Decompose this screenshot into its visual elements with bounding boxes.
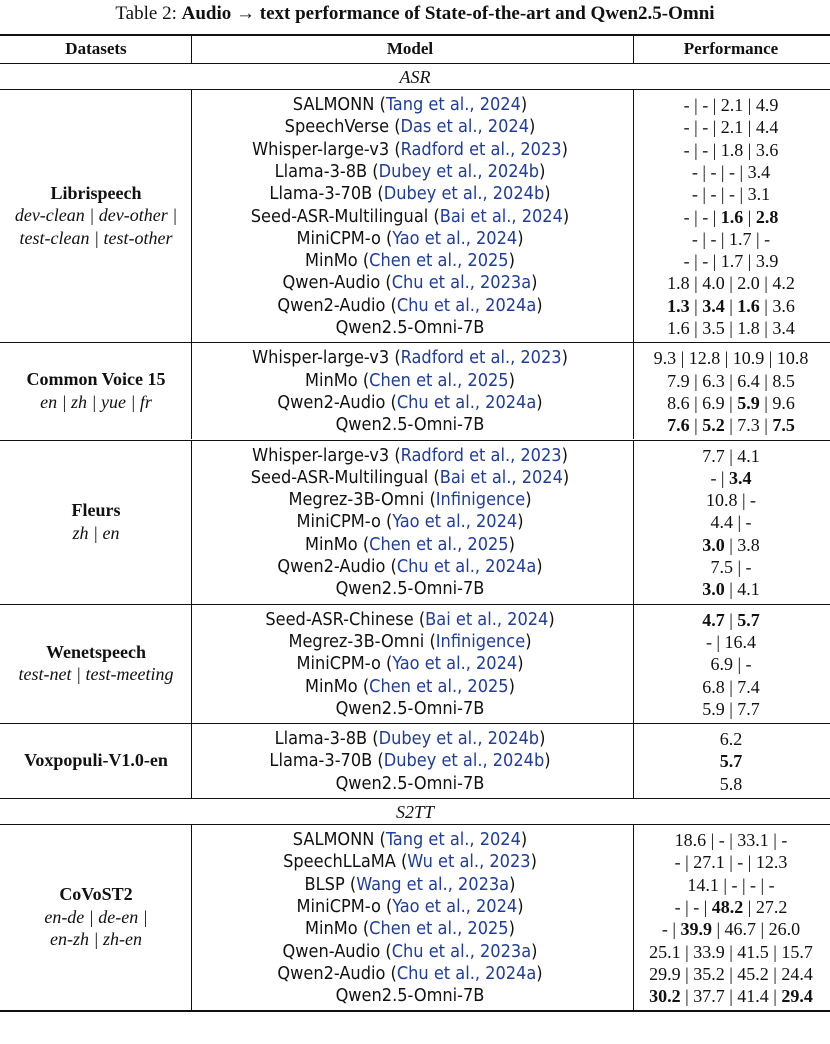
dataset-name: Wenetspeech (46, 641, 146, 662)
table-rule (0, 34, 830, 36)
model-name: Qwen2-Audio (Chu et al., 2024a) (277, 962, 543, 984)
model-name: Llama-3-70B (Dubey et al., 2024b) (269, 183, 551, 205)
model-label: Qwen2.5-Omni-7B (335, 317, 485, 338)
citation-link[interactable]: Infinigence (435, 630, 526, 652)
citation-link[interactable]: Yao et al., 2024 (392, 653, 518, 675)
model-label: Llama-3-70B (269, 750, 373, 772)
citation-link[interactable]: Chen et al., 2025 (369, 369, 509, 391)
score-text: | (689, 295, 703, 316)
performance-value (633, 347, 829, 369)
model-label: MiniCPM-o (296, 511, 381, 533)
column-divider (191, 90, 192, 342)
score-text: - | - | 1.7 | 3.9 (683, 251, 779, 272)
column-divider (191, 441, 192, 604)
model-name: Megrez-3B-Omni (Infinigence) (288, 489, 532, 511)
performance-value (633, 317, 829, 339)
citation-link[interactable]: Bai et al., 2024 (425, 608, 549, 630)
citation-link[interactable]: Yao et al., 2024 (392, 511, 518, 533)
score-text: 29.9 | 35.2 | 45.2 | 24.4 (649, 963, 813, 984)
performance-value (633, 511, 829, 533)
model-label: Qwen2.5-Omni-7B (335, 772, 485, 794)
model-label: Seed-ASR-Chinese (265, 608, 414, 630)
best-score: 3.4 (729, 467, 752, 488)
citation-link[interactable]: Chu et al., 2024a (396, 294, 537, 316)
performance-value (633, 874, 829, 896)
performance-value (633, 750, 829, 772)
score-text: 6.8 | 7.4 (702, 676, 760, 697)
section-title: S2TT (395, 802, 435, 822)
model-name: SpeechLLaMA (Wu et al., 2023) (283, 851, 537, 873)
citation-link[interactable]: Dubey et al., 2024b (383, 750, 545, 772)
score-text: 1.8 | 4.0 | 2.0 | 4.2 (667, 273, 795, 294)
table-rule (0, 63, 830, 64)
best-score: 1.3 (667, 295, 690, 316)
column-divider (633, 34, 634, 63)
score-text: 6.2 (719, 729, 743, 750)
model-name: SALMONN (Tang et al., 2024) (292, 94, 528, 115)
performance-value (633, 370, 829, 392)
model-name (192, 698, 628, 720)
performance-value (633, 941, 829, 963)
caption-label: Table 2: (115, 3, 177, 24)
model-name (192, 317, 628, 339)
model-label: Qwen2-Audio (277, 556, 386, 577)
column-divider (633, 605, 634, 724)
model-label: Qwen2-Audio (277, 391, 386, 413)
model-name: Seed-ASR-Multilingual (Bai et al., 2024) (250, 205, 570, 227)
best-score: 3.0 (702, 534, 725, 555)
performance-value (633, 116, 829, 138)
score-text: 7.9 | 6.3 | 6.4 | 8.5 (667, 370, 795, 391)
score-text: | 9.6 (759, 392, 795, 413)
citation-link[interactable]: Chu et al., 2024a (396, 556, 537, 577)
score-text: 6.9 | - (710, 654, 752, 675)
caption-title: Audio → text performance of State-of-the-art and Qwen2.5-Omni (181, 3, 715, 24)
table-rule (0, 342, 830, 343)
best-score: 29.4 (781, 986, 813, 1007)
performance-value (633, 851, 829, 873)
performance-value (633, 829, 829, 851)
column-divider (633, 343, 634, 439)
column-divider (191, 724, 192, 798)
performance-value (633, 228, 829, 250)
dataset-splits: dev-clean | dev-other | (14, 205, 178, 226)
best-score: 4.7 (702, 609, 725, 630)
performance-value (633, 985, 829, 1007)
model-name: Qwen-Audio (Chu et al., 2023a) (282, 940, 538, 962)
best-score: 5.7 (719, 751, 743, 772)
model-name: Megrez-3B-Omni (Infinigence) (288, 630, 532, 652)
model-label: Llama-3-8B (274, 728, 368, 750)
score-text: | 37.7 | 41.4 | (680, 986, 782, 1007)
model-label: Qwen2.5-Omni-7B (335, 697, 485, 719)
score-text: | 27.2 (743, 896, 788, 917)
performance-value (633, 918, 829, 940)
score-text: - | - | - | 3.4 (691, 161, 771, 182)
citation-link[interactable]: Wang et al., 2023a (356, 873, 510, 895)
section-title: ASR (399, 67, 431, 87)
best-score: 7.5 (772, 415, 795, 436)
column-divider (633, 724, 634, 798)
citation-link[interactable]: Das et al., 2024 (400, 116, 529, 138)
dataset-splits: en-de | de-en | (44, 906, 148, 927)
model-name: Whisper-large-v3 (Radford et al., 2023) (252, 444, 568, 466)
citation-link[interactable]: Chu et al., 2023a (391, 940, 532, 962)
score-text: - | (661, 919, 681, 940)
performance-value (633, 631, 829, 653)
performance-value (633, 295, 829, 317)
dataset-name: Librispeech (50, 182, 142, 203)
score-text: | (689, 415, 703, 436)
column-divider (191, 343, 192, 439)
model-label: Qwen2-Audio (277, 294, 386, 316)
model-name: SpeechVerse (Das et al., 2024) (284, 116, 536, 138)
dataset-name: Fleurs (71, 500, 121, 521)
model-label: Qwen2.5-Omni-7B (335, 985, 485, 1007)
citation-link[interactable]: Tang et al., 2024 (385, 829, 521, 850)
score-text: 7.7 | 4.1 (702, 445, 760, 466)
model-name: Whisper-large-v3 (Radford et al., 2023) (252, 138, 568, 160)
column-divider (191, 34, 192, 63)
header-performance: Performance (683, 39, 779, 58)
citation-link[interactable]: Chen et al., 2025 (369, 533, 509, 555)
model-name: Seed-ASR-Chinese (Bai et al., 2024) (265, 608, 555, 630)
citation-link[interactable]: Chen et al., 2025 (369, 918, 509, 940)
score-text: | (743, 206, 756, 227)
performance-value (633, 161, 829, 183)
best-score: 30.2 (649, 986, 681, 1007)
performance-value (633, 139, 829, 161)
performance-value (633, 653, 829, 675)
model-label: MinMo (305, 250, 358, 272)
citation-link[interactable]: Dubey et al., 2024b (378, 160, 540, 182)
model-label: Megrez-3B-Omni (288, 630, 425, 652)
model-name: Seed-ASR-Multilingual (Bai et al., 2024) (250, 466, 570, 488)
best-score: 5.2 (702, 415, 725, 436)
model-label: Qwen-Audio (282, 272, 381, 294)
score-text: 1.6 | 3.5 | 1.8 | 3.4 (667, 318, 795, 338)
best-score: 48.2 (711, 896, 744, 917)
model-name: MinMo (Chen et al., 2025) (305, 675, 515, 697)
model-label: MinMo (305, 533, 358, 555)
best-score: 3.4 (702, 295, 725, 316)
citation-link[interactable]: Dubey et al., 2024b (378, 728, 540, 750)
performance-value (633, 578, 829, 600)
model-name: Qwen2-Audio (Chu et al., 2024a) (277, 391, 543, 413)
citation-link[interactable]: Bai et al., 2024 (439, 205, 563, 227)
model-label: Qwen-Audio (282, 940, 381, 962)
model-label: Seed-ASR-Multilingual (250, 466, 429, 488)
citation-link[interactable]: Tang et al., 2024 (385, 94, 521, 115)
score-text: | (724, 295, 738, 316)
score-text: | 3.6 (759, 295, 795, 316)
table-rule (0, 440, 830, 441)
model-name: MiniCPM-o (Yao et al., 2024) (296, 653, 524, 675)
model-label: SALMONN (292, 829, 375, 850)
model-name (192, 773, 628, 795)
citation-link[interactable]: Radford et al., 2023 (400, 347, 562, 369)
model-name (192, 985, 628, 1007)
model-label: MiniCPM-o (296, 653, 381, 675)
model-label: MiniCPM-o (296, 895, 381, 917)
model-label: MinMo (305, 369, 358, 391)
score-text: - | (710, 467, 730, 488)
citation-link[interactable]: Radford et al., 2023 (400, 444, 562, 466)
score-text: - | - | (674, 896, 712, 917)
model-label: SALMONN (292, 94, 375, 115)
performance-value (633, 467, 829, 489)
model-label: BLSP (304, 873, 345, 895)
citation-link[interactable]: Infinigence (435, 489, 526, 511)
model-label: Seed-ASR-Multilingual (250, 205, 429, 227)
performance-value (633, 445, 829, 467)
model-name: Llama-3-70B (Dubey et al., 2024b) (269, 750, 551, 772)
citation-link[interactable]: Chu et al., 2023a (391, 272, 532, 294)
model-name: SALMONN (Tang et al., 2024) (292, 829, 528, 850)
performance-value (633, 963, 829, 985)
column-divider (633, 825, 634, 1010)
model-label: SpeechVerse (284, 116, 390, 138)
score-text: - | 27.1 | - | 12.3 (674, 852, 788, 873)
table-rule (0, 824, 830, 825)
performance-value (633, 392, 829, 414)
citation-link[interactable]: Dubey et al., 2024b (383, 183, 545, 205)
performance-value (633, 94, 829, 116)
score-text: 5.8 (719, 773, 743, 794)
citation-link[interactable]: Radford et al., 2023 (400, 138, 562, 160)
dataset-splits: en | zh | yue | fr (40, 391, 152, 412)
citation-link[interactable]: Chen et al., 2025 (369, 250, 509, 272)
model-name: Qwen2-Audio (Chu et al., 2024a) (277, 556, 543, 577)
performance-value (633, 773, 829, 795)
score-text: | 3.8 (724, 534, 760, 555)
score-text: - | - | 1.8 | 3.6 (683, 139, 779, 160)
column-divider (191, 825, 192, 1010)
model-name: Qwen2-Audio (Chu et al., 2024a) (277, 294, 543, 316)
model-label: MiniCPM-o (296, 227, 381, 249)
score-text: 9.3 | 12.8 | 10.9 | 10.8 (653, 348, 809, 369)
performance-value (633, 534, 829, 556)
dataset-name: Common Voice 15 (26, 369, 166, 390)
performance-value (633, 272, 829, 294)
score-text: 4.4 | - (710, 512, 752, 533)
model-name (192, 414, 628, 436)
model-label: Qwen2.5-Omni-7B (335, 414, 485, 436)
header-model: Model (386, 39, 434, 58)
score-text: | 7.3 | (724, 415, 773, 436)
best-score: 5.7 (737, 609, 760, 630)
best-score: 1.6 (737, 295, 760, 316)
score-text: - | - | 1.7 | - (691, 228, 771, 249)
score-text: 8.6 | 6.9 | (667, 392, 738, 413)
score-text: 18.6 | - | 33.1 | - (674, 830, 788, 850)
best-score: 2.8 (755, 206, 779, 227)
citation-link[interactable]: Bai et al., 2024 (439, 466, 563, 488)
citation-link[interactable]: Yao et al., 2024 (392, 895, 518, 917)
model-label: SpeechLLaMA (283, 851, 396, 873)
header-datasets: Datasets (65, 39, 127, 58)
model-name: Whisper-large-v3 (Radford et al., 2023) (252, 347, 568, 369)
performance-value (633, 414, 829, 436)
performance-value (633, 698, 829, 720)
citation-link[interactable]: Chen et al., 2025 (369, 675, 509, 697)
performance-value (633, 896, 829, 918)
table-rule (0, 723, 830, 724)
score-text: | (724, 609, 738, 630)
table-rule (0, 89, 830, 90)
score-text: - | - | 2.1 | 4.9 (683, 95, 779, 115)
model-label: MinMo (305, 918, 358, 940)
score-text: 7.5 | - (710, 557, 752, 577)
performance-value (633, 489, 829, 511)
best-score: 3.0 (702, 579, 725, 600)
model-label: MinMo (305, 675, 358, 697)
performance-value (633, 556, 829, 578)
score-text: - | 16.4 (705, 631, 757, 652)
dataset-splits: en-zh | zh-en (50, 929, 142, 950)
score-text: 25.1 | 33.9 | 41.5 | 15.7 (649, 941, 813, 962)
best-score: 5.9 (737, 392, 760, 413)
score-text: | 4.1 (724, 579, 760, 600)
table-rule (0, 798, 830, 799)
best-score: 39.9 (680, 919, 712, 940)
model-name: MinMo (Chen et al., 2025) (305, 369, 515, 391)
model-name: MinMo (Chen et al., 2025) (305, 918, 515, 940)
table-rule (0, 604, 830, 605)
score-text: - | - | 2.1 | 4.4 (683, 117, 779, 138)
citation-link[interactable]: Chu et al., 2024a (396, 391, 537, 413)
model-label: Qwen2.5-Omni-7B (335, 578, 485, 600)
citation-link[interactable]: Yao et al., 2024 (392, 227, 518, 249)
model-label: Whisper-large-v3 (252, 138, 390, 160)
model-name: MinMo (Chen et al., 2025) (305, 250, 515, 272)
performance-value (633, 609, 829, 631)
citation-link[interactable]: Wu et al., 2023 (407, 851, 531, 873)
model-name: MiniCPM-o (Yao et al., 2024) (296, 227, 524, 249)
dataset-splits: test-clean | test-other (19, 227, 173, 248)
model-label: Megrez-3B-Omni (288, 489, 425, 511)
best-score: 7.6 (667, 415, 690, 436)
column-divider (191, 605, 192, 724)
model-name: Qwen-Audio (Chu et al., 2023a) (282, 272, 538, 294)
model-name (192, 578, 628, 600)
performance-value (633, 728, 829, 750)
score-text: - | - | - | 3.1 (691, 184, 771, 205)
citation-link[interactable]: Chu et al., 2024a (396, 962, 537, 984)
model-label: Llama-3-70B (269, 183, 373, 205)
score-text: | 46.7 | 26.0 (711, 919, 801, 940)
table-rule (0, 1010, 830, 1012)
score-text: - | - | (683, 206, 721, 227)
model-name: Llama-3-8B (Dubey et al., 2024b) (274, 728, 546, 750)
model-label: Qwen2-Audio (277, 962, 386, 984)
score-text: 14.1 | - | - | - (687, 874, 775, 895)
model-name: Llama-3-8B (Dubey et al., 2024b) (274, 160, 546, 182)
column-divider (633, 90, 634, 342)
performance-value (633, 206, 829, 228)
dataset-name: CoVoST2 (59, 884, 133, 905)
model-name: MinMo (Chen et al., 2025) (305, 533, 515, 555)
dataset-splits: zh | en (72, 522, 120, 543)
dataset-splits: test-net | test-meeting (18, 664, 174, 685)
model-name: MiniCPM-o (Yao et al., 2024) (296, 511, 524, 533)
score-text: 10.8 | - (705, 490, 757, 511)
score-text: 5.9 | 7.7 (702, 698, 760, 719)
table-caption (0, 2, 830, 26)
model-label: Llama-3-8B (274, 160, 368, 182)
performance-value (633, 183, 829, 205)
column-divider (633, 441, 634, 604)
model-name: MiniCPM-o (Yao et al., 2024) (296, 895, 524, 917)
performance-value (633, 676, 829, 698)
dataset-name: Voxpopuli-V1.0-en (24, 750, 168, 771)
model-name: BLSP (Wang et al., 2023a) (304, 873, 516, 895)
performance-value (633, 250, 829, 272)
model-label: Whisper-large-v3 (252, 347, 390, 369)
best-score: 1.6 (720, 206, 744, 227)
model-label: Whisper-large-v3 (252, 444, 390, 466)
